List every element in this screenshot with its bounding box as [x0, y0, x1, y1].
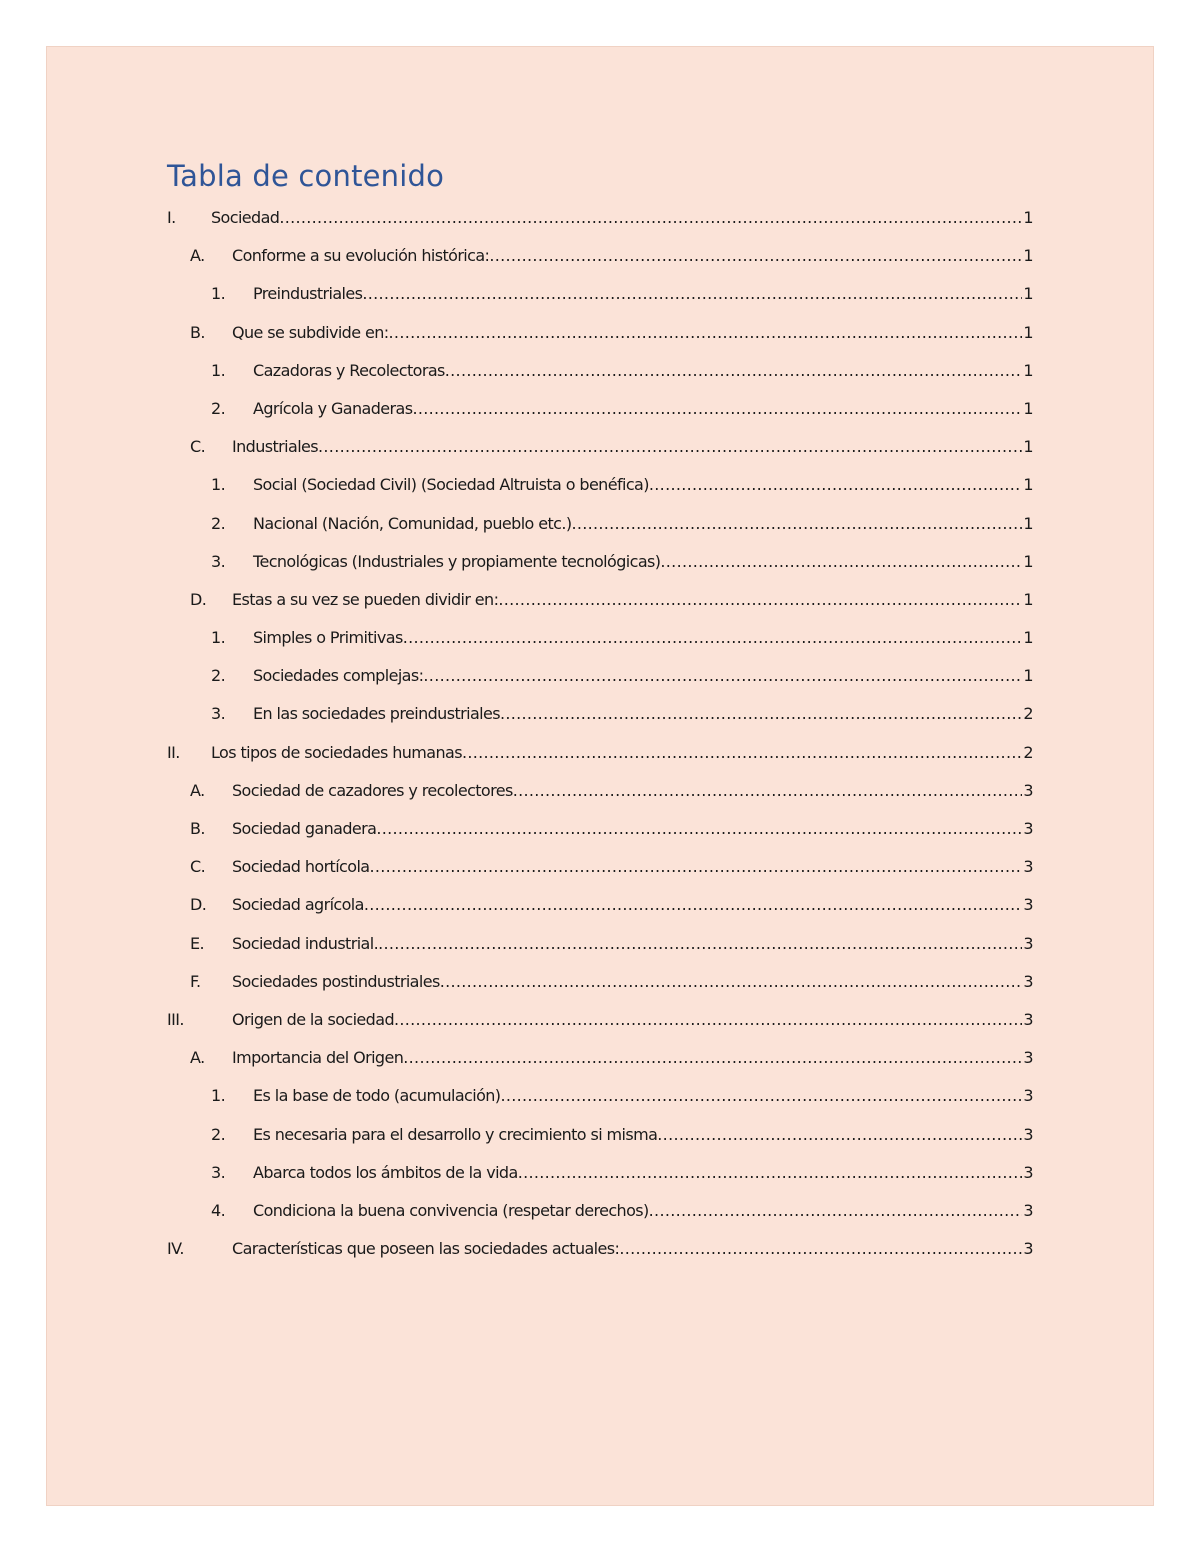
- toc-entry-page: 1: [1023, 551, 1033, 571]
- toc-entry-level3[interactable]: [167, 275, 1033, 313]
- toc-entry-number: 1.: [211, 284, 226, 304]
- toc-entry-page: 3: [1023, 895, 1033, 915]
- toc-list: [167, 199, 1033, 1268]
- toc-entry-level3[interactable]: [167, 657, 1033, 695]
- toc-entry-page: 1: [1023, 322, 1033, 342]
- toc-entry-level3[interactable]: [167, 1077, 1033, 1115]
- toc-entry-label: Características que poseen las sociedades actuales:: [232, 1239, 620, 1259]
- toc-dot-leader: [500, 695, 1022, 733]
- toc-entry-level3[interactable]: [167, 1192, 1033, 1230]
- toc-dot-leader: [423, 657, 1022, 695]
- toc-entry-level3[interactable]: [167, 619, 1033, 657]
- toc-entry-level2[interactable]: [167, 1039, 1033, 1077]
- toc-entry-level3[interactable]: [167, 466, 1033, 504]
- toc-entry-label: Social (Sociedad Civil) (Sociedad Altruista o benéfica): [253, 475, 649, 495]
- toc-entry-level2[interactable]: [167, 810, 1033, 848]
- toc-entry-page: 3: [1023, 819, 1033, 838]
- toc-entry-label: Sociedades complejas:: [253, 666, 424, 686]
- toc-dot-leader: [378, 925, 1022, 963]
- toc-dot-leader: [571, 505, 1022, 543]
- toc-entry-page: 1: [1023, 437, 1033, 457]
- toc-dot-leader: [498, 581, 1022, 619]
- toc-entry-number: 2.: [211, 398, 226, 418]
- toc-entry-label: Es necesaria para el desarrollo y crecimiento si misma: [253, 1124, 658, 1144]
- toc-dot-leader: [657, 1116, 1022, 1154]
- toc-entry-level2[interactable]: [167, 925, 1033, 963]
- toc-entry-level3[interactable]: [167, 390, 1033, 428]
- toc-entry-label: Tecnológicas (Industriales y propiamente tecnológicas): [253, 551, 661, 571]
- toc-entry-level2[interactable]: [167, 963, 1033, 1001]
- toc-entry-label: Sociedad industrial.: [232, 933, 379, 953]
- toc-entry-label: Importancia del Origen: [232, 1048, 404, 1068]
- toc-entry-level1[interactable]: [167, 1001, 1033, 1039]
- toc-entry-page: 1: [1023, 589, 1033, 609]
- toc-dot-leader: [513, 772, 1023, 810]
- toc-entry-level3[interactable]: [167, 695, 1033, 733]
- toc-entry-page: 3: [1023, 1239, 1033, 1259]
- toc-entry-label: Sociedad hortícola: [232, 857, 370, 877]
- toc-entry-number: 1.: [211, 628, 226, 648]
- toc-entry-number: 4.: [211, 1200, 226, 1220]
- toc-entry-label: Sociedad: [211, 208, 280, 227]
- toc-entry-page: 3: [1023, 1162, 1033, 1182]
- toc-entry-number: 2.: [211, 1124, 226, 1144]
- toc-dot-leader: [619, 1230, 1022, 1268]
- toc-entry-number: 3.: [211, 704, 226, 724]
- toc-entry-label: Los tipos de sociedades humanas: [211, 742, 462, 762]
- toc-entry-level2[interactable]: [167, 772, 1033, 810]
- toc-entry-page: 2: [1023, 704, 1033, 724]
- toc-dot-leader: [412, 390, 1022, 428]
- toc-entry-level3[interactable]: [167, 352, 1033, 390]
- toc-entry-page: 1: [1023, 475, 1033, 495]
- toc-entry-label: Cazadoras y Recolectoras: [253, 360, 445, 380]
- toc-entry-page: 1: [1023, 628, 1033, 648]
- toc-dot-leader: [518, 1154, 1023, 1192]
- toc-entry-label: Agrícola y Ganaderas: [253, 398, 413, 418]
- toc-dot-leader: [660, 543, 1022, 581]
- toc-entry-label: Nacional (Nación, Comunidad, pueblo etc.): [253, 513, 572, 533]
- toc-entry-number: D.: [190, 589, 207, 609]
- toc-entry-label: Que se subdivide en:: [232, 322, 389, 342]
- toc-entry-number: 2.: [211, 513, 226, 533]
- toc-entry-label: Conforme a su evolución histórica:: [232, 246, 490, 266]
- toc-entry-page: 3: [1023, 1200, 1033, 1220]
- toc-dot-leader: [489, 237, 1022, 275]
- toc-entry-level2[interactable]: [167, 886, 1033, 924]
- toc-entry-page: 1: [1023, 360, 1033, 380]
- toc-entry-level2[interactable]: [167, 581, 1033, 619]
- toc-entry-number: I.: [167, 208, 176, 227]
- toc-entry-label: Simples o Primitivas: [253, 628, 403, 648]
- toc-entry-label: En las sociedades preindustriales: [253, 704, 500, 724]
- toc-entry-number: E.: [190, 933, 204, 953]
- toc-entry-label: Sociedades postindustriales: [232, 971, 440, 991]
- toc-entry-level3[interactable]: [167, 505, 1033, 543]
- toc-entry-label: Sociedad ganadera: [232, 819, 377, 838]
- toc-dot-leader: [403, 619, 1023, 657]
- toc-dot-leader: [370, 848, 1023, 886]
- toc-entry-number: C.: [190, 857, 206, 877]
- toc-dot-leader: [376, 810, 1022, 848]
- toc-entry-page: 3: [1023, 1048, 1033, 1068]
- toc-entry-level2[interactable]: [167, 428, 1033, 466]
- toc-entry-number: A.: [190, 246, 205, 266]
- toc-dot-leader: [318, 428, 1022, 466]
- toc-entry-page: 1: [1023, 208, 1033, 227]
- toc-dot-leader: [362, 275, 1022, 313]
- toc-entry-page: 3: [1023, 971, 1033, 991]
- toc-dot-leader: [649, 1192, 1023, 1230]
- toc-entry-label: Es la base de todo (acumulación): [253, 1086, 501, 1106]
- toc-entry-level2[interactable]: [167, 237, 1033, 275]
- toc-entry-level1[interactable]: [167, 199, 1033, 237]
- toc-entry-page: 3: [1023, 933, 1033, 953]
- toc-entry-number: 1.: [211, 475, 226, 495]
- toc-entry-level1[interactable]: [167, 734, 1033, 772]
- toc-entry-level2[interactable]: [167, 848, 1033, 886]
- toc-entry-number: 1.: [211, 1086, 226, 1106]
- toc-entry-label: Sociedad agrícola: [232, 895, 364, 915]
- toc-dot-leader: [389, 314, 1023, 352]
- toc-entry-page: 3: [1023, 1009, 1033, 1029]
- toc-entry-number: C.: [190, 437, 206, 457]
- toc-dot-leader: [279, 199, 1022, 237]
- toc-dot-leader: [440, 963, 1023, 1001]
- toc-entry-page: 3: [1023, 1124, 1033, 1144]
- toc-entry-number: A.: [190, 1048, 205, 1068]
- toc-entry-label: Estas a su vez se pueden dividir en:: [232, 589, 499, 609]
- toc-entry-number: III.: [167, 1009, 184, 1029]
- toc-entry-number: 1.: [211, 360, 226, 380]
- toc-dot-leader: [364, 886, 1023, 924]
- toc-dot-leader: [462, 734, 1022, 772]
- toc-dot-leader: [500, 1077, 1022, 1115]
- toc-entry-number: D.: [190, 895, 207, 915]
- toc-entry-page: 3: [1023, 1086, 1033, 1106]
- toc-entry-level1[interactable]: [167, 1230, 1033, 1268]
- toc-entry-number: 3.: [211, 1162, 226, 1182]
- toc-entry-number: A.: [190, 780, 205, 800]
- toc-entry-label: Condiciona la buena convivencia (respetar derechos): [253, 1200, 649, 1220]
- toc-entry-level3[interactable]: [167, 543, 1033, 581]
- toc-entry-label: Sociedad de cazadores y recolectores: [232, 780, 513, 800]
- toc-entry-label: Abarca todos los ámbitos de la vida: [253, 1162, 518, 1182]
- toc-entry-label: Origen de la sociedad: [232, 1009, 394, 1029]
- toc-entry-page: 2: [1023, 742, 1033, 762]
- toc-entry-label: Industriales: [232, 437, 319, 457]
- toc-entry-page: 1: [1023, 284, 1033, 304]
- toc-dot-leader: [445, 352, 1023, 390]
- toc-entry-number: 2.: [211, 666, 226, 686]
- toc-entry-label: Preindustriales: [253, 284, 363, 304]
- toc-entry-page: 3: [1023, 780, 1033, 800]
- toc-entry-page: 3: [1023, 857, 1033, 877]
- toc-entry-page: 1: [1023, 246, 1033, 266]
- toc-dot-leader: [649, 466, 1023, 504]
- toc-dot-leader: [394, 1001, 1022, 1039]
- toc-entry-level2[interactable]: [167, 314, 1033, 352]
- toc-entry-number: 3.: [211, 551, 226, 571]
- toc-entry-number: IV.: [167, 1239, 184, 1259]
- toc-dot-leader: [403, 1039, 1022, 1077]
- toc-entry-number: II.: [167, 742, 180, 762]
- document-page: [46, 46, 1154, 1506]
- toc-title: Tabla de contenido: [167, 159, 445, 193]
- toc-entry-level3[interactable]: [167, 1116, 1033, 1154]
- toc-entry-number: F.: [190, 971, 201, 991]
- toc-entry-level3[interactable]: [167, 1154, 1033, 1192]
- toc-entry-page: 1: [1023, 513, 1033, 533]
- toc-entry-number: B.: [190, 819, 205, 838]
- toc-entry-number: B.: [190, 322, 205, 342]
- toc-entry-page: 1: [1023, 666, 1033, 686]
- toc-entry-page: 1: [1023, 398, 1033, 418]
